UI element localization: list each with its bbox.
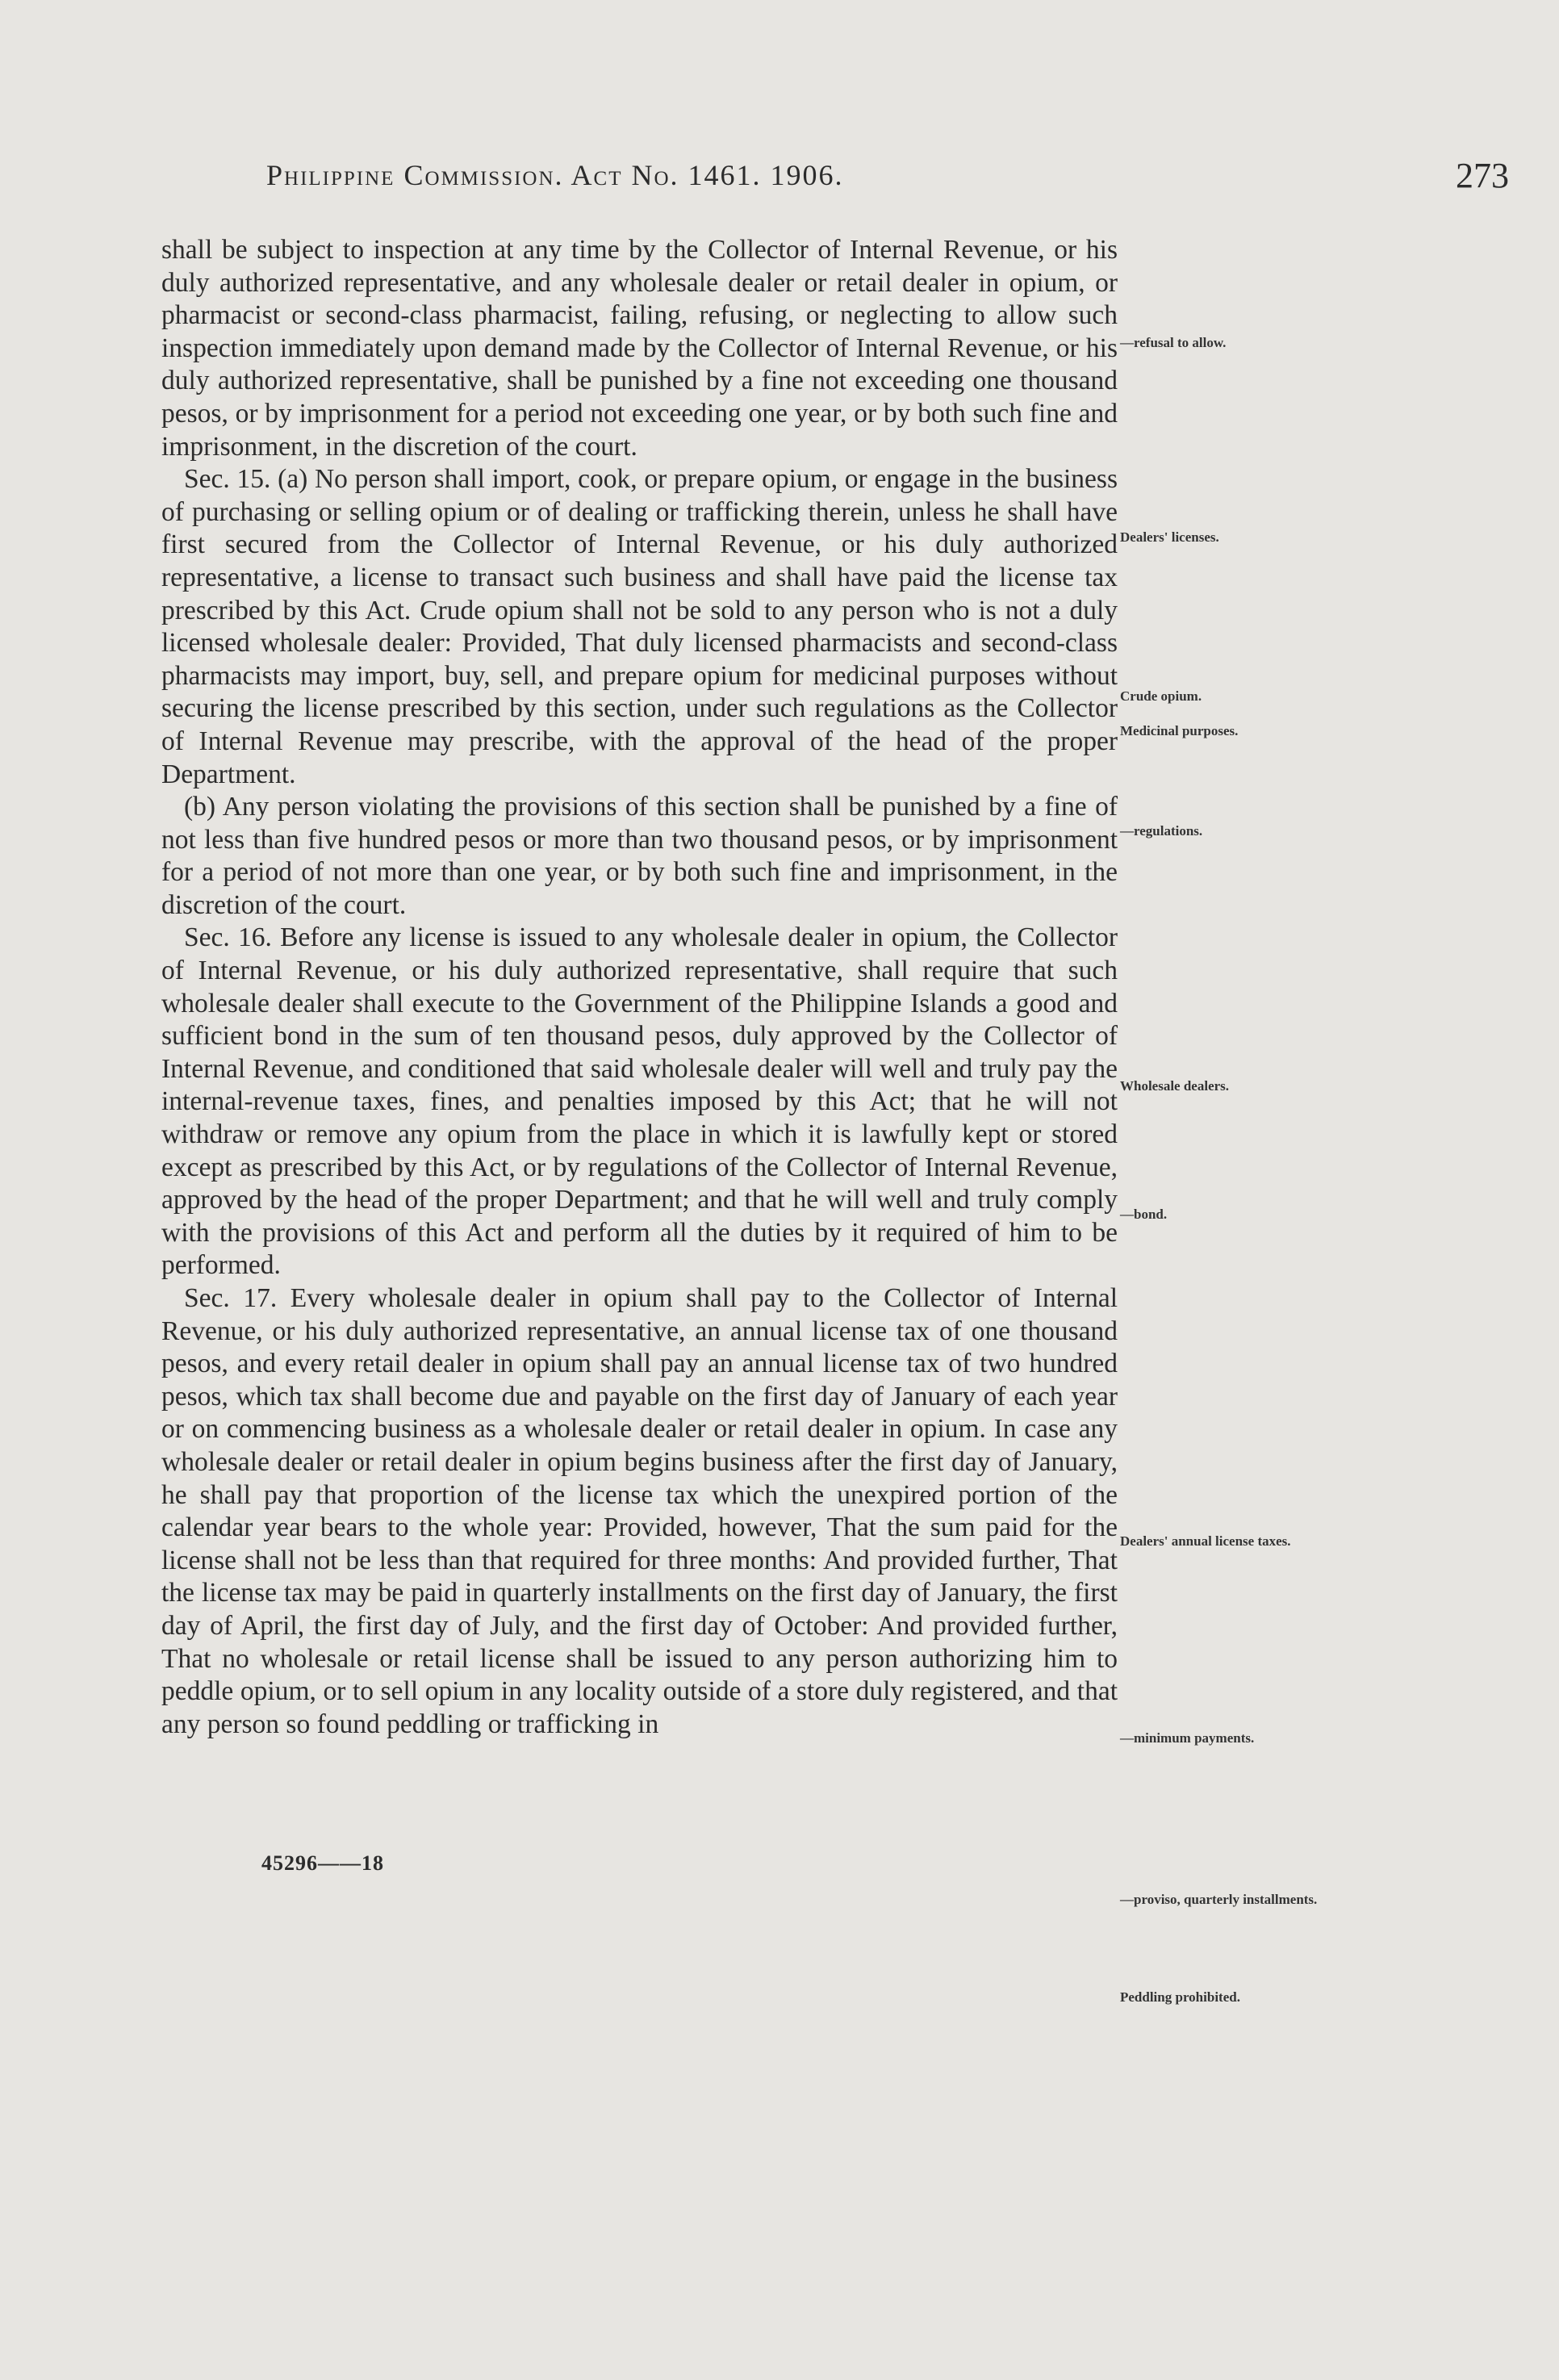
margin-note-minimum-payments: —minimum payments. [1120,1730,1255,1746]
margin-note-medicinal: Medicinal purposes. [1120,723,1239,738]
paragraph-sec-15b: (b) Any person violating the provisions of this section shall be punished by a fine of not less than five hundred pesos or more than two thousand pesos, or by imprisonment for a period of not more than one year, or by both such fine and imprisonment, in the discretion of the court. [161,792,1118,920]
page-number: 273 [1456,156,1509,195]
margin-note-quarterly: —proviso, quarterly installments. [1120,1892,1318,1907]
margin-note-peddling: Peddling prohibited. [1120,1989,1240,2005]
margin-note-wholesale-dealers: Wholesale dealers. [1120,1078,1230,1094]
margin-note-bond: —bond. [1120,1207,1168,1222]
margin-note-crude-opium: Crude opium. [1120,688,1202,704]
page-header [266,158,1509,207]
margin-note-regulations: —regulations. [1120,823,1203,839]
printer-signature: 45296——18 [261,1851,384,1875]
paragraph-continuation: shall be subject to inspection at any time by the Collector of Internal Revenue, or his duly authorized representative, and any wholesale dealer or retail dealer in opium, or pharmacist or second-class pharmacist, failing, refusing, or neglecting to allow such inspection immediately upon demand made by the Collector of Internal Revenue, or his duly authorized representative, shall be punished by a fine not exceeding one thousand pesos, or by imprisonment for a period not exceeding one year, or by both such fine and imprisonment, in the discretion of the court. [161,235,1118,462]
paragraph-sec-16: Sec. 16. Before any license is issued to any wholesale dealer in opium, the Collector of Internal Revenue, or his duly authorized representative, shall require that such wholesale dealer shall execute to the Government of the Philippine Islands a good and sufficient bond in the sum of ten thousand pesos, duly approved by the Collector of Internal Revenue, and conditioned that said wholesale dealer will well and truly pay the internal-revenue taxes, fines, and penalties imposed by this Act; that he will not withdraw or remove any opium from the place in which it is lawfully kept or stored except as prescribed by this Act, or by regulations of the Collector of Internal Revenue, approved by the head of the proper Department; and that he will well and truly comply with the provisions of this Act and perform all the duties by it required of him to be performed. [161,922,1118,1281]
running-head: Philippine Commission. Act No. 1461. 1906. [266,159,844,191]
paragraph-sec-17: Sec. 17. Every wholesale dealer in opium shall pay to the Collector of Internal Revenue, or his duly authorized representative, an annual license tax of one thousand pesos, and every retail dealer in opium shall pay an annual license tax of two hundred pesos, which tax shall become due and payable on the first day of January of each year or on commencing business as a wholesale dealer or retail dealer in opium. In case any wholesale dealer or retail dealer in opium begins business after the first day of January, he shall pay that proportion of the license tax which the unexpired portion of the calendar year bears to the whole year: Provided, however, That the sum paid for the license shall not be less than that required for three months: And provided further, That the license tax may be paid in quarterly installments on the first day of January, the first day of April, the first day of July, and the first day of October: And provided further, That no wholesale or retail license shall be issued to any person authorizing him to peddle opium, or to sell opium in any locality outside of a store duly registered, and that any person so found peddling or trafficking in [161,1283,1118,1739]
margin-note-refusal: —refusal to allow. [1120,335,1227,350]
margin-note-dealers-licenses: Dealers' licenses. [1120,529,1219,545]
margin-note-annual-taxes: Dealers' annual license taxes. [1120,1533,1291,1549]
body-text [161,234,1118,1741]
paragraph-sec-15a: Sec. 15. (a) No person shall import, cook, or prepare opium, or engage in the business of purchasing or selling opium or of dealing or trafficking therein, unless he shall have first secured from the Collector of Internal Revenue, or his duly authorized representative, a license to transact such business and shall have paid the license tax prescribed by this Act. Crude opium shall not be sold to any person who is not a duly licensed wholesale dealer: Provided, That duly licensed pharmacists and second-class pharmacists may import, buy, sell, and prepare opium for medicinal purposes without securing the license prescribed by this section, under such regulations as the Collector of Internal Revenue may prescribe, with the approval of the head of the proper Department. [161,464,1118,789]
